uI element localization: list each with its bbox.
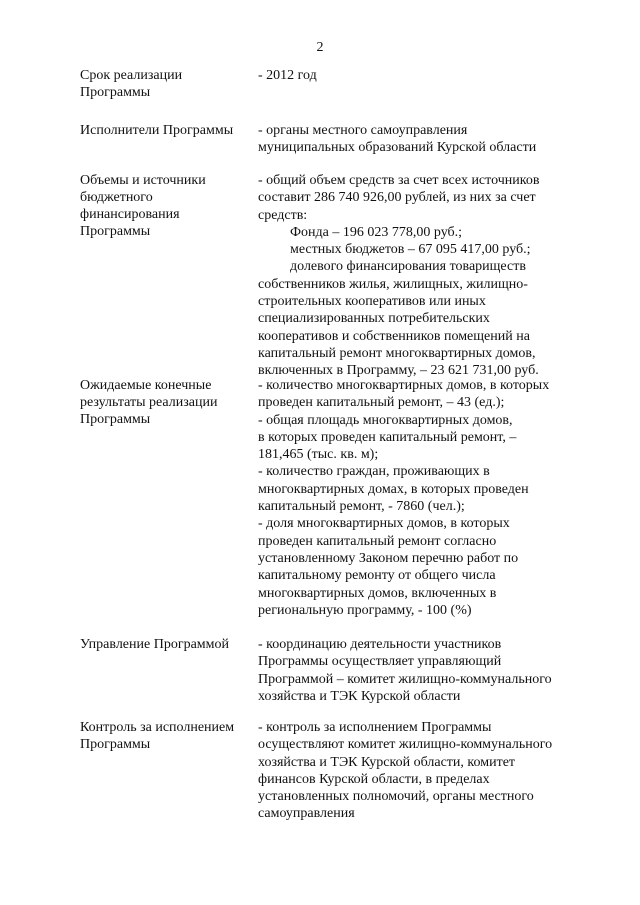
value-line: финансов Курской области, в пределах [258, 771, 490, 787]
value-line: капитальный ремонт, - 7860 (чел.); [258, 499, 465, 515]
row-label [80, 377, 252, 428]
label-line: Программы [80, 224, 151, 239]
value-line: - 2012 год [258, 68, 317, 83]
value-line: кооперативов и собственников помещений на [258, 328, 530, 344]
value-line: многоквартирных домах, в которых проведен [258, 481, 529, 497]
label-line: Срок реализации [80, 68, 183, 83]
value-line: установленному Законом перечню работ по [258, 550, 519, 566]
value-line: строительных кооперативов или иных [258, 294, 486, 310]
label-line: Ожидаемые конечные [80, 378, 212, 393]
value-line: собственников жилья, жилищных, жилищно- [258, 276, 528, 292]
value-line: региональную программу, - 100 (%) [258, 602, 472, 618]
row-label [80, 122, 252, 139]
value-line: - количество граждан, проживающих в [258, 464, 490, 480]
value-line: - общая площадь многоквартирных домов, [258, 412, 513, 428]
value-line: специализированных потребительских [258, 311, 490, 327]
label-line: Управление Программой [80, 637, 229, 652]
label-line: Объемы и источники [80, 173, 206, 188]
row-value [258, 122, 588, 157]
value-line: средств: [258, 207, 308, 223]
value-line: - количество многоквартирных домов, в которых [258, 378, 550, 393]
label-line: Программы [80, 85, 151, 100]
value-line: включенных в Программу, – 23 621 731,00 руб. [258, 363, 539, 379]
value-line: Фонда – 196 023 778,00 руб.; [290, 224, 463, 240]
row-label [80, 67, 252, 101]
row-value [258, 67, 588, 84]
label-line: Исполнители Программы [80, 123, 234, 138]
value-line: муниципальных образований Курской области [258, 140, 537, 156]
row-label [80, 719, 252, 753]
row-label [80, 636, 252, 653]
value-line: Программы осуществляет управляющий [258, 654, 502, 670]
label-line: Программы [80, 737, 151, 752]
value-line: - общий объем средств за счет всех источников [258, 173, 540, 188]
value-line: Программой – комитет жилищно-коммунального [258, 671, 552, 687]
value-line: установленных полномочий, органы местного [258, 789, 534, 805]
value-line: составит 286 740 926,00 рублей, из них за счет [258, 190, 536, 206]
value-line: в которых проведен капитальный ремонт, – [258, 429, 517, 445]
value-line: долевого финансирования товариществ [290, 259, 526, 275]
value-line: хозяйства и ТЭК Курской области, комитет [258, 754, 516, 770]
label-line: бюджетного [80, 190, 153, 205]
value-line: местных бюджетов – 67 095 417,00 руб.; [290, 242, 531, 258]
value-line: - контроль за исполнением Программы [258, 720, 492, 735]
value-line: капитальный ремонт многоквартирных домов, [258, 345, 536, 361]
value-line: проведен капитальный ремонт согласно [258, 533, 497, 549]
row-label [80, 172, 252, 240]
label-line: финансирования [80, 207, 180, 222]
value-line: самоуправления [258, 806, 355, 822]
label-line: результаты реализации [80, 395, 218, 410]
row-value [258, 719, 588, 823]
label-line: Контроль за исполнением [80, 720, 235, 735]
value-line: - органы местного самоуправления [258, 123, 468, 138]
row-value [258, 636, 588, 705]
value-line: 181,465 (тыс. кв. м); [258, 447, 379, 463]
value-line: - координацию деятельности участников [258, 637, 502, 652]
value-line: хозяйства и ТЭК Курской области [258, 688, 461, 704]
value-line: капитальному ремонту от общего числа [258, 568, 496, 584]
row-value [258, 377, 588, 619]
label-line: Программы [80, 412, 151, 427]
row-value [258, 172, 588, 380]
value-line: - доля многоквартирных домов, в которых [258, 516, 510, 532]
value-line: осуществляют комитет жилищно-коммунального [258, 737, 553, 753]
value-line: проведен капитальный ремонт, – 43 (ед.); [258, 395, 505, 411]
page-number: 2 [316, 40, 324, 55]
value-line: многоквартирных домов, включенных в [258, 585, 497, 601]
